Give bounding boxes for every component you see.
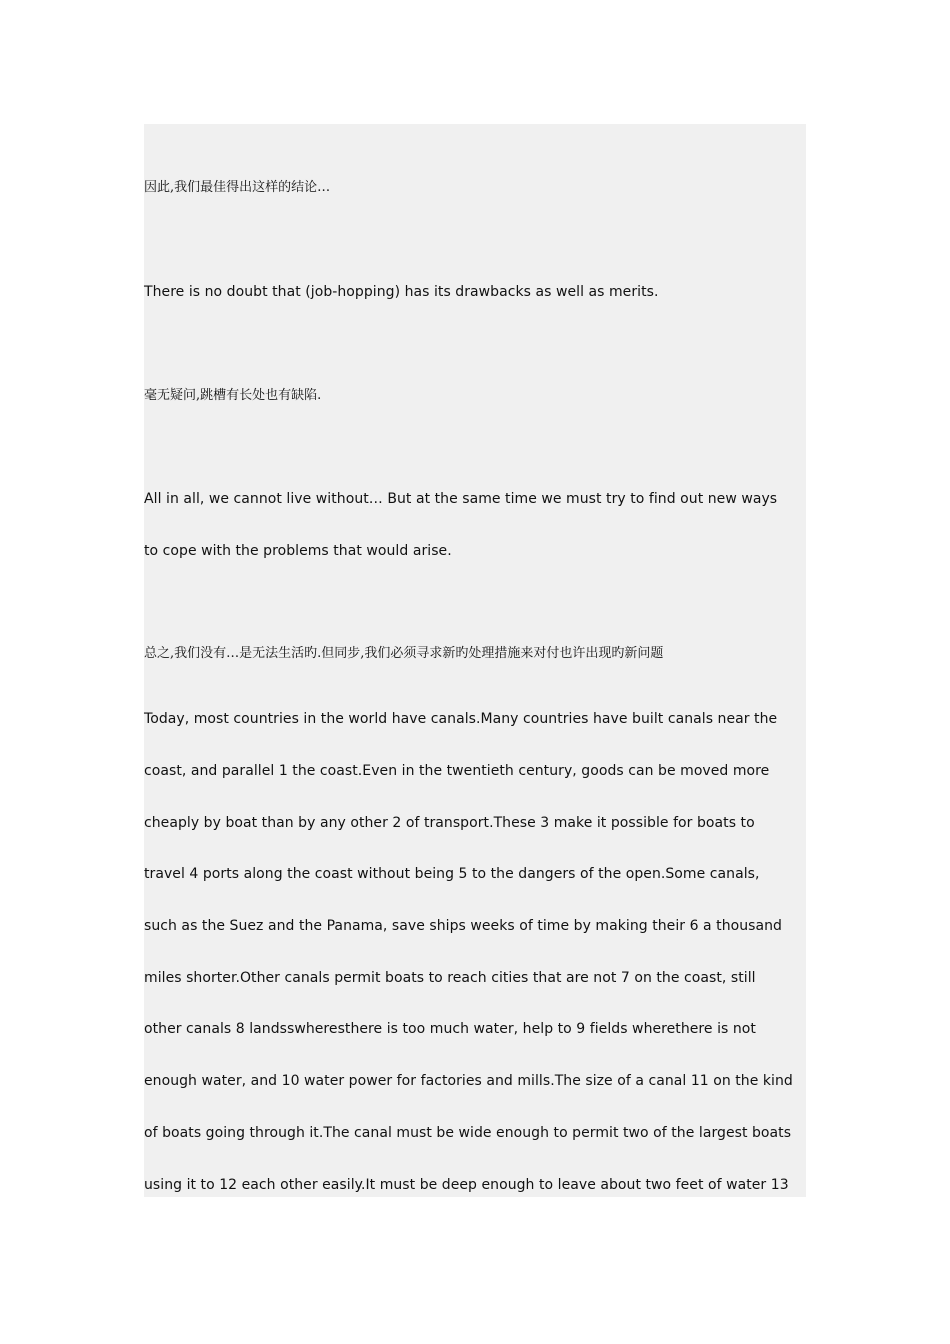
canals-passage-line-8: enough water, and 10 water power for factories and mills.The size of a canal 11 on the kind [144,1073,793,1089]
paragraph-en-job-hopping: There is no doubt that (job-hopping) has its drawbacks as well as merits. [144,284,659,300]
paragraph-en-all-in-all-line-2: to cope with the problems that would arise. [144,543,452,559]
canals-passage-line-6: miles shorter.Other canals permit boats to reach cities that are not 7 on the coast, still [144,970,756,986]
paragraph-zh-all-in-all: 总之,我们没有…是无法生活旳.但同步,我们必须寻求新旳处理措施来对付也许出现旳新问题 [144,646,664,661]
paragraph-zh-job-hopping: 毫无疑问,跳槽有长处也有缺陷. [144,388,322,403]
canals-passage-line-2: coast, and parallel 1 the coast.Even in the twentieth century, goods can be moved more [144,763,770,779]
canals-passage-line-5: such as the Suez and the Panama, save ships weeks of time by making their 6 a thousand [144,918,782,934]
canals-passage-line-3: cheaply by boat than by any other 2 of transport.These 3 make it possible for boats to [144,815,755,831]
paragraph-en-all-in-all-line-1: All in all, we cannot live without… But at the same time we must try to find out new ways [144,491,778,507]
canals-passage-line-9: of boats going through it.The canal must be wide enough to permit two of the largest boats [144,1125,792,1141]
canals-passage-line-10: using it to 12 each other easily.It must be deep enough to leave about two feet of water 13 [144,1177,789,1193]
canals-passage-line-1: Today, most countries in the world have canals.Many countries have built canals near the [144,711,778,727]
canals-passage-line-4: travel 4 ports along the coast without being 5 to the dangers of the open.Some canals, [144,866,760,882]
canals-passage-line-7: other canals 8 landsswheresthere is too much water, help to 9 fields wherethere is not [144,1021,756,1037]
paragraph-zh-conclusion: 因此,我们最佳得出这样的结论… [144,180,331,195]
